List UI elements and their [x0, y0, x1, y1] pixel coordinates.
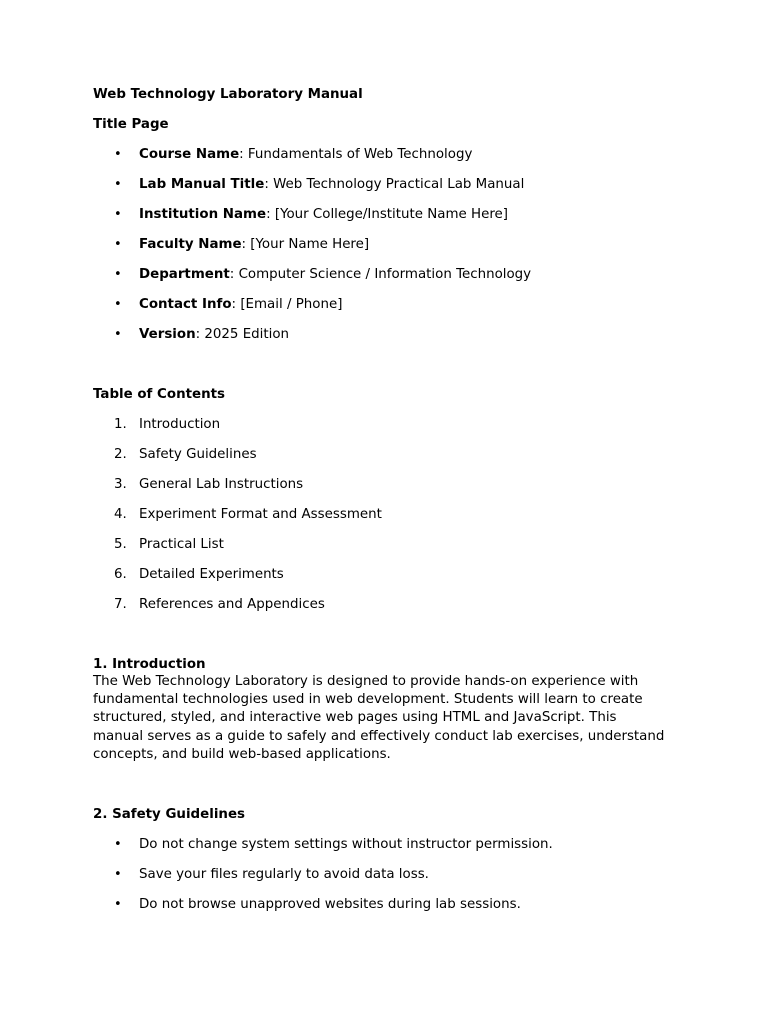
bullet-icon: • — [114, 267, 122, 282]
paragraph-line: fundamental technologies used in web development. Students will learn to create — [93, 692, 643, 708]
toc-number: 1. — [114, 417, 127, 432]
bullet-icon: • — [114, 147, 122, 162]
field-label: Department — [139, 267, 230, 282]
field-label: Lab Manual Title — [139, 177, 265, 192]
field-label: Version — [139, 327, 196, 342]
toc-number: 7. — [114, 597, 127, 612]
field-value: : [Your Name Here] — [241, 237, 370, 252]
field-label: Faculty Name — [139, 237, 242, 252]
toc-text: Introduction — [139, 417, 221, 432]
field-value: : Web Technology Practical Lab Manual — [264, 177, 525, 192]
toc-text: Detailed Experiments — [139, 567, 284, 582]
toc-number: 4. — [114, 507, 127, 522]
toc-text: Safety Guidelines — [139, 447, 257, 462]
paragraph-line: structured, styled, and interactive web pages using HTML and JavaScript. This — [93, 710, 617, 726]
bullet-icon: • — [114, 207, 122, 222]
toc-number: 6. — [114, 567, 127, 582]
toc-number: 5. — [114, 537, 127, 552]
safety-heading: 2. Safety Guidelines — [93, 807, 245, 822]
field-value: : Fundamentals of Web Technology — [239, 147, 473, 162]
field-value: : [Email / Phone] — [231, 297, 343, 312]
field-label: Contact Info — [139, 297, 232, 312]
toc-number: 3. — [114, 477, 127, 492]
toc-text: Practical List — [139, 537, 224, 552]
bullet-icon: • — [114, 177, 122, 192]
toc-number: 2. — [114, 447, 127, 462]
toc-text: Experiment Format and Assessment — [139, 507, 382, 522]
safety-item-text: Save your files regularly to avoid data loss. — [139, 867, 429, 882]
document-title: Web Technology Laboratory Manual — [93, 87, 363, 102]
bullet-icon: • — [114, 297, 122, 312]
field-label: Institution Name — [139, 207, 267, 222]
safety-item-text: Do not change system settings without instructor permission. — [139, 837, 553, 852]
safety-item-text: Do not browse unapproved websites during lab sessions. — [139, 897, 521, 912]
title-page-heading: Title Page — [93, 117, 169, 132]
bullet-icon: • — [114, 837, 122, 852]
bullet-icon: • — [114, 897, 122, 912]
bullet-icon: • — [114, 237, 122, 252]
paragraph-line: manual serves as a guide to safely and effectively conduct lab exercises, understand — [93, 728, 665, 744]
bullet-icon: • — [114, 867, 122, 882]
toc-text: References and Appendices — [139, 597, 325, 612]
introduction-paragraph — [93, 673, 693, 764]
paragraph-line: concepts, and build web-based applications. — [93, 746, 391, 762]
field-value: : [Your College/Institute Name Here] — [266, 207, 508, 222]
paragraph-line: The Web Technology Laboratory is designed to provide hands-on experience with — [93, 674, 639, 689]
introduction-heading: 1. Introduction — [93, 657, 206, 672]
toc-text: General Lab Instructions — [139, 477, 304, 492]
toc-heading: Table of Contents — [93, 387, 225, 402]
field-label: Course Name — [139, 147, 240, 162]
field-value: : 2025 Edition — [195, 327, 290, 342]
bullet-icon: • — [114, 327, 122, 342]
field-value: : Computer Science / Information Technology — [229, 267, 532, 282]
